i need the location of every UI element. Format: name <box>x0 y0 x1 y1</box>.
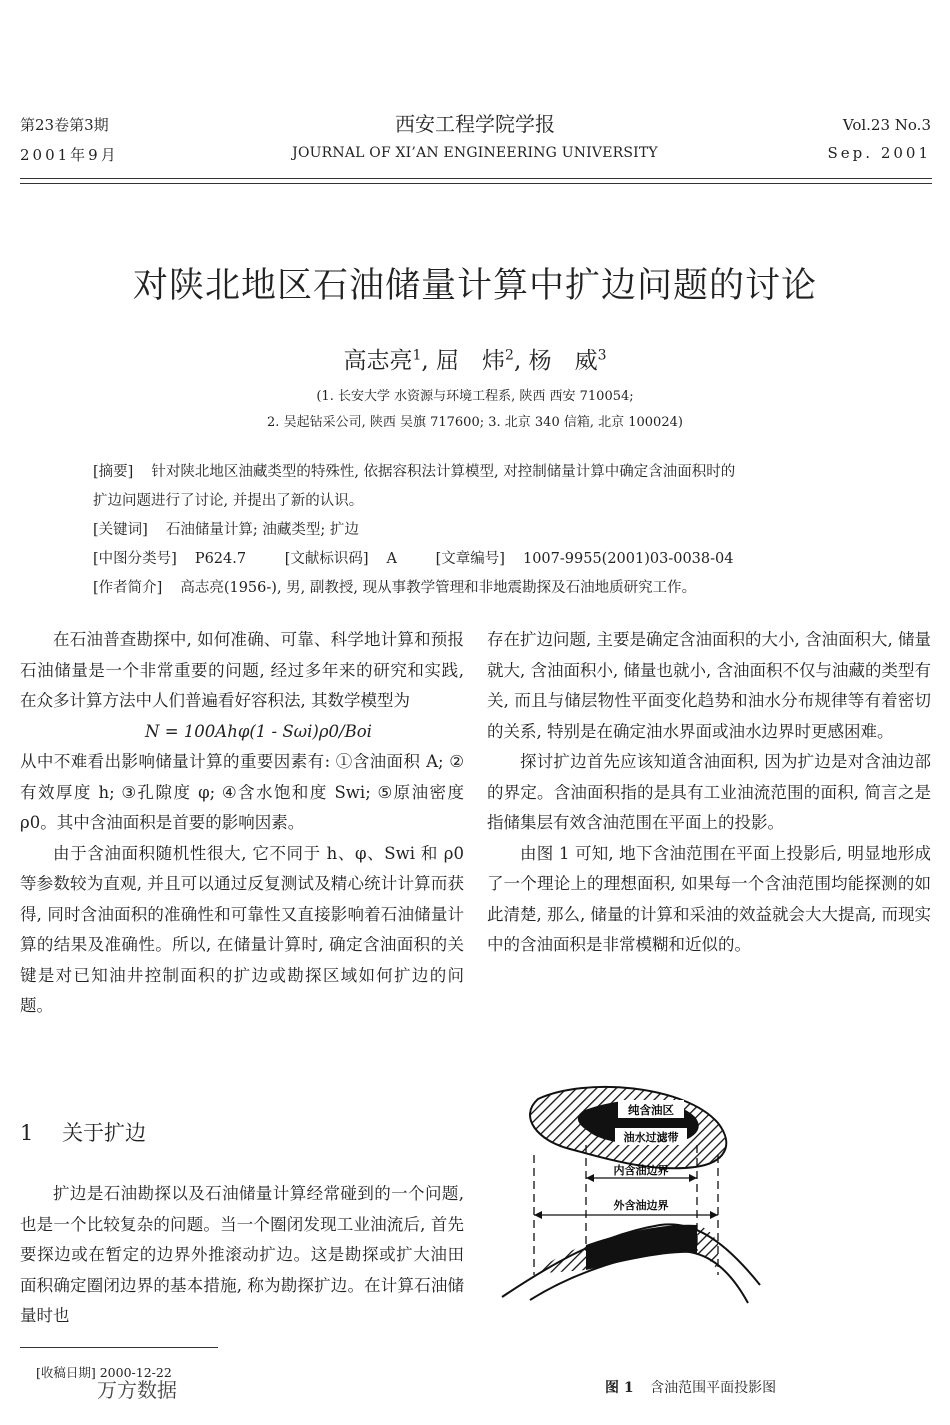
paragraph: 由图 1 可知, 地下含油范围在平面上投影后, 明显地形成了一个理论上的理想面积, 如果每一个含油范围均能探测的如此清楚, 那么, 储量的计算和采油的效益就会大大提高, 而现实中的含油面积是非常模糊和近似的。 <box>487 843 931 954</box>
label-outer-boundary: 外含油边界 <box>613 1199 669 1212</box>
doc-value: A <box>386 551 398 567</box>
abstract-label: [摘要] <box>93 464 134 480</box>
clc-value: P624.7 <box>194 551 247 567</box>
left-column-cont <box>20 1179 464 1332</box>
received-date: [收稿日期] 2000-12-22 <box>36 1365 172 1380</box>
abstract-line: 扩边问题进行了讨论, 并提出了新的认识。 <box>93 493 364 509</box>
author-name: 屈 炜 <box>436 348 506 374</box>
figure-oil-area <box>490 1075 770 1335</box>
paragraph: 扩边是石油勘探以及石油储量计算经常碰到的一个问题, 也是一个比较复杂的问题。当一个圈闭发现工业油流后, 首先要探边或在暂定的边界外推滚动扩边。这是勘探或扩大油田面积确定圈闭边界的基本措施, 称为勘探扩边。在计算石油储量时也 <box>20 1184 464 1325</box>
classification-line <box>93 545 863 574</box>
article-label: [文章编号] <box>435 551 505 567</box>
paper-title: 对陕北地区石油储量计算中扩边问题的讨论 <box>132 266 817 306</box>
footnote-rule <box>20 1347 218 1348</box>
figure-caption <box>605 1377 776 1397</box>
header-rule-top <box>20 178 932 179</box>
label-pure-oil: 纯含油区 <box>628 1103 674 1117</box>
doc-label: [文献标识码] <box>284 551 369 567</box>
author-list: 高志亮$^1$, 屈 炜$^2$, 杨 威$^3$ <box>343 347 607 374</box>
section-heading <box>20 1117 146 1147</box>
keywords-line <box>93 516 863 545</box>
paragraph: 在石油普查勘探中, 如何准确、可靠、科学地计算和预报石油储量是一个非常重要的问题, 经过多年来的研究和实践, 在众多计算方法中人们普遍看好容积法, 其数学模型为 <box>20 630 464 710</box>
journal-title-en: JOURNAL OF XI’AN ENGINEERING UNIVERSITY <box>292 145 658 161</box>
issue-label: 第23卷第3期 <box>20 116 109 134</box>
header-rule-bottom <box>20 183 932 184</box>
author-bio-label: [作者简介] <box>93 580 163 596</box>
section-hatch-left <box>534 1245 586 1273</box>
abstract-line <box>93 458 863 487</box>
author-name: 杨 威 <box>528 348 598 374</box>
abstract-block <box>93 458 863 603</box>
date-right-label: Sep. 2001 <box>827 144 931 162</box>
author-sup: 2 <box>505 347 514 364</box>
right-column <box>487 625 931 961</box>
section-title: 关于扩边 <box>62 1121 147 1145</box>
abstract-text: 针对陕北地区油藏类型的特殊性, 依据容积法计算模型, 对控制储量计算中确定含油面积时的 <box>151 464 736 480</box>
journal-title-cn: 西安工程学院学报 <box>395 112 555 136</box>
volume-label: Vol.23 No.3 <box>842 116 931 134</box>
author-sup: 3 <box>597 347 607 364</box>
author-bio-text: 高志亮(1956-), 男, 副教授, 现从事教学管理和非地震勘探及石油地质研究工作。 <box>180 580 697 596</box>
author-name: 高志亮 <box>343 348 413 374</box>
affiliation-line: 2. 吴起钻采公司, 陕西 吴旗 717600; 3. 北京 340 信箱, 北京 100024) <box>267 415 683 430</box>
article-value: 1007-9955(2001)03-0038-04 <box>522 551 734 567</box>
affiliation-line: (1. 长安大学 水资源与环境工程系, 陕西 西安 710054; <box>316 389 634 404</box>
figure-number: 图 1 <box>605 1380 634 1396</box>
formula: N = 100Ahφ(1 - Sωi)ρ0/Boi <box>145 721 372 741</box>
label-inner-boundary: 内含油边界 <box>613 1164 669 1177</box>
author-bio-line <box>93 574 863 603</box>
paragraph: 由于含油面积随机性很大, 它不同于 h、φ、Swi 和 ρ0 等参数较为直观, 并且可以通过反复测试及精心统计计算而获得, 同时含油面积的准确性和可靠性又直接影响着石油储量计算的结果及准确性。所以, 在储量计算时, 确定含油面积的关键是对已知油井控制面积的扩边或勘探区域如何扩边的问题。 <box>20 843 464 1015</box>
figure-caption-text: 含油范围平面投影图 <box>650 1380 777 1396</box>
paragraph: 从中不难看出影响储量计算的重要因素有: ①含油面积 A; ②有效厚度 h; ③孔隙度 φ; ④含水饱和度 Swi; ⑤原油密度 ρ0。其中含油面积是首要的影响因素。 <box>20 752 464 832</box>
section-oil-body <box>586 1225 697 1270</box>
watermark: 万方数据 <box>97 1378 177 1402</box>
left-column <box>20 625 464 1022</box>
date-label: 2001年9月 <box>20 146 119 164</box>
author-sup: 1 <box>412 347 422 364</box>
keywords-text: 石油储量计算; 油藏类型; 扩边 <box>165 522 359 538</box>
clc-label: [中图分类号] <box>93 551 177 567</box>
paragraph: 探讨扩边首先应该知道含油面积, 因为扩边是对含油边部的界定。含油面积指的是具有工业油流范围的面积, 简言之是指储集层有效含油范围在平面上的投影。 <box>487 752 931 832</box>
keywords-label: [关键词] <box>93 522 148 538</box>
label-transition: 油水过滤带 <box>623 1131 679 1144</box>
paragraph: 存在扩边问题, 主要是确定含油面积的大小, 含油面积大, 储量就大, 含油面积小, 储量也就小, 含油面积不仅与油藏的类型有关, 而且与储层物性平面变化趋势和油水分布规律等有着密切的关系, 特别是在确定油水界面或油水边界时更感困难。 <box>487 630 931 741</box>
section-number: 1 <box>20 1121 34 1145</box>
